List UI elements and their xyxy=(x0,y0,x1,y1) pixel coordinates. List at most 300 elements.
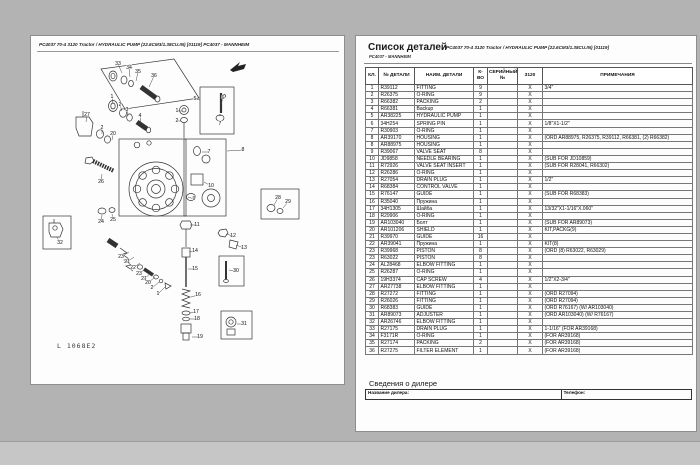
key-cell: 18 xyxy=(366,212,379,219)
part-number-cell: R35040 xyxy=(379,198,415,205)
table-row xyxy=(366,163,693,170)
table-row xyxy=(366,212,693,219)
part-name-cell: NEEDLE BEARING xyxy=(415,155,474,162)
adjuster-inset-box xyxy=(221,311,252,339)
serial-cell xyxy=(488,347,518,354)
callout-label: 33 xyxy=(115,61,121,67)
callout-label: 1 xyxy=(175,108,179,114)
serial-cell xyxy=(488,226,518,233)
remarks-cell: 1/2" xyxy=(543,177,693,184)
part-number-cell: R76147 xyxy=(379,191,415,198)
qty-cell: 1 xyxy=(474,297,488,304)
exploded-diagram xyxy=(34,56,343,381)
model-cell: X xyxy=(518,226,543,233)
qty-cell: 1 xyxy=(474,170,488,177)
remarks-cell: 1-1/16" (FOR AR39168) xyxy=(543,326,693,333)
key-cell: 20 xyxy=(366,226,379,233)
key-cell: 9 xyxy=(366,148,379,155)
key-cell: 7 xyxy=(366,127,379,134)
serial-cell xyxy=(488,148,518,155)
model-cell: X xyxy=(518,312,543,319)
serial-cell xyxy=(488,85,518,92)
model-cell: X xyxy=(518,127,543,134)
model-cell: X xyxy=(518,290,543,297)
remarks-cell: (SUB FOR R28041, R66302) xyxy=(543,163,693,170)
table-row xyxy=(366,226,693,233)
callout-label: 34 xyxy=(126,65,132,71)
qty-cell: 1 xyxy=(474,262,488,269)
key-cell: 5 xyxy=(366,113,379,120)
qty-cell: 1 xyxy=(474,226,488,233)
part-name-cell: DRAIN PLUG xyxy=(415,177,474,184)
part-number-cell: R72926 xyxy=(379,163,415,170)
table-row xyxy=(366,248,693,255)
model-cell: X xyxy=(518,99,543,106)
serial-cell xyxy=(488,297,518,304)
fittings-inset-box xyxy=(261,189,299,219)
serial-cell xyxy=(488,205,518,212)
diagram-page-header: PC4037 70-4 3120 Tractor / HYDRAULIC PUMP (22.6CM3/1.38CU.IN) [01119] PC4037 - MANNHEIM xyxy=(39,42,250,47)
table-row xyxy=(366,127,693,134)
remarks-cell: (ORD R27094) xyxy=(543,290,693,297)
part-name-cell: ADJUSTER xyxy=(415,312,474,319)
callout-label: 8 xyxy=(241,147,245,153)
key-cell: 31 xyxy=(366,312,379,319)
part-name-cell: Болт xyxy=(415,219,474,226)
serial-cell xyxy=(488,333,518,340)
table-row xyxy=(366,191,693,198)
remarks-cell xyxy=(543,198,693,205)
key-cell: 25 xyxy=(366,269,379,276)
callout-label: 11 xyxy=(194,222,200,228)
model-cell: X xyxy=(518,120,543,127)
column-header-4: СЕРИЙНЫЙ № xyxy=(488,68,518,85)
part-number-cell: R66381 xyxy=(379,106,415,113)
key-cell: 4 xyxy=(366,106,379,113)
table-row xyxy=(366,113,693,120)
table-row xyxy=(366,177,693,184)
part-number-cell: R39112 xyxy=(379,85,415,92)
model-cell: X xyxy=(518,340,543,347)
table-row xyxy=(366,120,693,127)
remarks-cell: KIT(8) xyxy=(543,241,693,248)
serial-cell xyxy=(488,120,518,127)
dealer-name-label: Название дилера: xyxy=(366,390,562,400)
part-name-cell: CONTROL VALVE xyxy=(415,184,474,191)
part-number-cell: AR39170 xyxy=(379,134,415,141)
key-cell: 26 xyxy=(366,276,379,283)
model-cell: X xyxy=(518,233,543,240)
serial-cell xyxy=(488,134,518,141)
callout-label: 1 xyxy=(156,291,160,297)
remarks-cell: 1/8"X1-1/2" xyxy=(543,120,693,127)
qty-cell: 1 xyxy=(474,184,488,191)
serial-cell xyxy=(488,312,518,319)
part-number-cell: R68383 xyxy=(379,304,415,311)
remarks-cell xyxy=(543,319,693,326)
qty-cell: 1 xyxy=(474,141,488,148)
serial-cell xyxy=(488,113,518,120)
table-row xyxy=(366,198,693,205)
qty-cell: 2 xyxy=(474,340,488,347)
part-name-cell: Backup xyxy=(415,106,474,113)
part-name-cell: PISTON xyxy=(415,248,474,255)
serial-cell xyxy=(488,319,518,326)
serial-cell xyxy=(488,99,518,106)
callout-label: 6 xyxy=(221,95,225,101)
bottom-strip xyxy=(0,441,700,465)
table-row xyxy=(366,219,693,226)
key-cell: 12 xyxy=(366,170,379,177)
part-name-cell: ELBOW FITTING xyxy=(415,283,474,290)
table-row xyxy=(366,148,693,155)
serial-cell xyxy=(488,241,518,248)
part-number-cell: AL28468 xyxy=(379,262,415,269)
callout-label: 31 xyxy=(241,321,247,327)
remarks-cell xyxy=(543,255,693,262)
remarks-cell: (FOR AR39168) xyxy=(543,333,693,340)
column-header-1: № ДЕТАЛИ xyxy=(379,68,415,85)
part-name-cell: FITTING xyxy=(415,297,474,304)
model-cell: X xyxy=(518,155,543,162)
serial-cell xyxy=(488,290,518,297)
remarks-cell xyxy=(543,283,693,290)
remarks-cell: 13/32"X1-1/16"X.060" xyxy=(543,205,693,212)
part-name-cell: FITTING xyxy=(415,85,474,92)
key-cell: 17 xyxy=(366,205,379,212)
qty-cell: 1 xyxy=(474,113,488,120)
part-name-cell: PISTON xyxy=(415,255,474,262)
serial-cell xyxy=(488,92,518,99)
serial-cell xyxy=(488,163,518,170)
model-cell: X xyxy=(518,212,543,219)
serial-cell xyxy=(488,262,518,269)
table-header-row xyxy=(366,68,693,85)
serial-cell xyxy=(488,155,518,162)
model-cell: X xyxy=(518,177,543,184)
column-header-0: КЛ. xyxy=(366,68,379,85)
part-name-cell: SHIELD xyxy=(415,226,474,233)
remarks-cell xyxy=(543,233,693,240)
part-name-cell: VALVE SEAT INSERT xyxy=(415,163,474,170)
callout-label: 23 xyxy=(136,271,142,277)
qty-cell: 9 xyxy=(474,92,488,99)
parts-table xyxy=(365,67,693,355)
qty-cell: 1 xyxy=(474,127,488,134)
qty-cell: 8 xyxy=(474,148,488,155)
remarks-cell xyxy=(543,262,693,269)
title-rule xyxy=(364,63,692,64)
part-number-cell: R26026 xyxy=(379,297,415,304)
part-number-cell: AR103040 xyxy=(379,219,415,226)
serial-cell xyxy=(488,269,518,276)
callout-label: 5 xyxy=(193,96,197,102)
key-cell: 22 xyxy=(366,241,379,248)
serial-cell xyxy=(488,248,518,255)
callout-label: 21 xyxy=(141,276,147,282)
column-header-2: НАИМ. ДЕТАЛИ xyxy=(415,68,474,85)
remarks-cell xyxy=(543,148,693,155)
part-number-cell: R30903 xyxy=(379,127,415,134)
model-cell: X xyxy=(518,304,543,311)
key-cell: 19 xyxy=(366,219,379,226)
qty-cell: 1 xyxy=(474,205,488,212)
remarks-cell: (SUB FOR R68383) xyxy=(543,191,693,198)
part-number-cell: R27272 xyxy=(379,290,415,297)
serial-cell xyxy=(488,141,518,148)
part-number-cell: 34H254 xyxy=(379,120,415,127)
table-row xyxy=(366,347,693,354)
part-name-cell: FILTER ELEMENT xyxy=(415,347,474,354)
key-cell: 27 xyxy=(366,283,379,290)
callout-label: 7 xyxy=(218,121,222,127)
serial-cell xyxy=(488,170,518,177)
column-header-5: 3120 xyxy=(518,68,543,85)
callout-label: 26 xyxy=(98,179,104,185)
part-number-cell: R27175 xyxy=(379,326,415,333)
key-cell: 32 xyxy=(366,319,379,326)
part-name-cell: Пружина xyxy=(415,241,474,248)
model-cell: X xyxy=(518,163,543,170)
remarks-cell: (ORD AR103040) (W/ R76167) xyxy=(543,312,693,319)
qty-cell: 8 xyxy=(474,248,488,255)
qty-cell: 4 xyxy=(474,276,488,283)
model-cell: X xyxy=(518,92,543,99)
table-row xyxy=(366,233,693,240)
table-row xyxy=(366,312,693,319)
table-row xyxy=(366,155,693,162)
callout-label: 23 xyxy=(118,254,124,260)
qty-cell: 1 xyxy=(474,134,488,141)
part-number-cell: 19H3374 xyxy=(379,276,415,283)
part-name-cell: PACKING xyxy=(415,340,474,347)
catalog-header-note: PC4037 70-4 3120 Tractor / HYDRAULIC PUMP (22.6CM3/1.38CU.IN) [01119] xyxy=(446,45,609,50)
part-number-cell: R39067 xyxy=(379,148,415,155)
callout-label: 14 xyxy=(192,248,198,254)
part-number-cell: JD9858 xyxy=(379,155,415,162)
qty-cell: 1 xyxy=(474,269,488,276)
callout-label: 2 xyxy=(100,125,104,131)
qty-cell: 1 xyxy=(474,326,488,333)
part-name-cell: ELBOW FITTING xyxy=(415,319,474,326)
part-name-cell: CAP SCREW xyxy=(415,276,474,283)
qty-cell: 1 xyxy=(474,163,488,170)
remarks-cell: (ORD R27094) xyxy=(543,297,693,304)
model-cell: X xyxy=(518,276,543,283)
part-name-cell: ELBOW FITTING xyxy=(415,262,474,269)
model-cell: X xyxy=(518,262,543,269)
part-number-cell: R26286 xyxy=(379,170,415,177)
part-number-cell: R26375 xyxy=(379,92,415,99)
part-number-cell: R27174 xyxy=(379,340,415,347)
key-cell: 16 xyxy=(366,198,379,205)
key-cell: 33 xyxy=(366,326,379,333)
part-name-cell: Шайба xyxy=(415,205,474,212)
model-cell: X xyxy=(518,255,543,262)
part-number-cell: AR88975 xyxy=(379,141,415,148)
callout-label: 4 xyxy=(138,113,142,119)
table-row xyxy=(366,269,693,276)
table-row xyxy=(366,205,693,212)
part-number-cell: R27275 xyxy=(379,347,415,354)
qty-cell: 1 xyxy=(474,241,488,248)
part-name-cell: PACKING xyxy=(415,99,474,106)
callout-label: 7 xyxy=(207,149,211,155)
model-cell: X xyxy=(518,113,543,120)
part-number-cell: F3171R xyxy=(379,333,415,340)
remarks-cell: (ORD (8) R63022, R63029) xyxy=(543,248,693,255)
callout-label: 22 xyxy=(130,265,136,271)
model-cell: X xyxy=(518,283,543,290)
key-cell: 15 xyxy=(366,191,379,198)
key-cell: 1 xyxy=(366,85,379,92)
part-number-cell: R66382 xyxy=(379,99,415,106)
table-row xyxy=(366,255,693,262)
part-name-cell: HYDRAULIC PUMP xyxy=(415,113,474,120)
serial-cell xyxy=(488,340,518,347)
serial-cell xyxy=(488,127,518,134)
qty-cell: 1 xyxy=(474,347,488,354)
serial-cell xyxy=(488,191,518,198)
spring-pin-inset-box xyxy=(200,87,234,134)
serial-cell xyxy=(488,106,518,113)
serial-cell xyxy=(488,184,518,191)
diagram-page xyxy=(30,35,345,385)
callout-label: 35 xyxy=(135,69,141,75)
table-row xyxy=(366,290,693,297)
serial-cell xyxy=(488,198,518,205)
remarks-cell xyxy=(543,106,693,113)
dealer-info-table xyxy=(365,389,692,400)
model-cell: X xyxy=(518,326,543,333)
qty-cell: 1 xyxy=(474,198,488,205)
part-name-cell: GUIDE xyxy=(415,191,474,198)
dealer-phone-label: Телефон: xyxy=(561,390,691,400)
table-row xyxy=(366,262,693,269)
key-cell: 3 xyxy=(366,99,379,106)
serial-cell xyxy=(488,283,518,290)
key-cell: 30 xyxy=(366,304,379,311)
qty-cell: 16 xyxy=(474,233,488,240)
part-name-cell: HOUSING xyxy=(415,141,474,148)
key-cell: 29 xyxy=(366,297,379,304)
callout-label: 10 xyxy=(208,183,214,189)
qty-cell: 8 xyxy=(474,255,488,262)
qty-cell: 2 xyxy=(474,99,488,106)
dealer-info-row xyxy=(366,390,692,400)
callout-label: 29 xyxy=(285,199,291,205)
parts-list-page xyxy=(355,35,697,432)
remarks-cell xyxy=(543,127,693,134)
key-cell: 10 xyxy=(366,155,379,162)
part-name-cell: Пружина xyxy=(415,198,474,205)
part-name-cell: O-RING xyxy=(415,269,474,276)
part-number-cell: AR101206 xyxy=(379,226,415,233)
remarks-cell: (SUB FOR AR89073) xyxy=(543,219,693,226)
part-name-cell: VALVE SEAT xyxy=(415,148,474,155)
model-cell: X xyxy=(518,297,543,304)
key-cell: 14 xyxy=(366,184,379,191)
table-row xyxy=(366,241,693,248)
part-number-cell: R27054 xyxy=(379,177,415,184)
model-cell: X xyxy=(518,347,543,354)
callout-label: 25 xyxy=(110,217,116,223)
header-rule xyxy=(37,51,339,52)
part-number-cell: AR89073 xyxy=(379,312,415,319)
part-number-cell: R63022 xyxy=(379,255,415,262)
serial-cell xyxy=(488,304,518,311)
key-cell: 8 xyxy=(366,134,379,141)
callout-label: 2 xyxy=(118,102,122,108)
model-cell: X xyxy=(518,319,543,326)
table-row xyxy=(366,319,693,326)
model-cell: X xyxy=(518,184,543,191)
callout-label: 13 xyxy=(241,245,247,251)
qty-cell: 1 xyxy=(474,155,488,162)
serial-cell xyxy=(488,276,518,283)
remarks-cell xyxy=(543,212,693,219)
part-name-cell: O-RING xyxy=(415,170,474,177)
callout-label: 1 xyxy=(110,94,114,100)
model-cell: X xyxy=(518,148,543,155)
table-row xyxy=(366,333,693,340)
callout-label: 15 xyxy=(192,266,198,272)
remarks-cell: 1/2"X2-3/4" xyxy=(543,276,693,283)
direction-arrow-icon xyxy=(230,62,246,72)
part-number-cell: R68384 xyxy=(379,184,415,191)
qty-cell: 1 xyxy=(474,319,488,326)
page-title: Список деталей xyxy=(368,42,448,53)
key-cell: 6 xyxy=(366,120,379,127)
qty-cell: 1 xyxy=(474,312,488,319)
callout-label: 16 xyxy=(195,292,201,298)
remarks-cell xyxy=(543,269,693,276)
serial-cell xyxy=(488,219,518,226)
model-cell: X xyxy=(518,106,543,113)
table-row xyxy=(366,326,693,333)
key-cell: 2 xyxy=(366,92,379,99)
table-row xyxy=(366,184,693,191)
part-number-cell: AR27738 xyxy=(379,283,415,290)
serial-cell xyxy=(488,212,518,219)
callout-label: 9 xyxy=(192,196,196,202)
key-cell: 35 xyxy=(366,340,379,347)
callout-label: 24 xyxy=(98,219,104,225)
model-cell: X xyxy=(518,248,543,255)
table-row xyxy=(366,141,693,148)
column-header-6: ПРИМЕЧАНИЯ xyxy=(543,68,693,85)
qty-cell: 1 xyxy=(474,212,488,219)
model-cell: X xyxy=(518,241,543,248)
callout-label: 32 xyxy=(57,240,63,246)
remarks-cell xyxy=(543,141,693,148)
guide-inset-box xyxy=(219,256,244,286)
serial-cell xyxy=(488,326,518,333)
callout-label: 2 xyxy=(150,285,154,291)
part-name-cell: GUIDE xyxy=(415,304,474,311)
print-stamp: L 1068E2 xyxy=(57,342,97,350)
callout-label: 12 xyxy=(230,233,236,239)
table-row xyxy=(366,106,693,113)
model-cell: X xyxy=(518,85,543,92)
part-name-cell: SPRING PIN xyxy=(415,120,474,127)
remarks-cell xyxy=(543,113,693,120)
key-cell: 34 xyxy=(366,333,379,340)
table-row xyxy=(366,85,693,92)
part-number-cell: AR39041 xyxy=(379,241,415,248)
remarks-cell: (FOR AR39168) xyxy=(543,340,693,347)
qty-cell: 1 xyxy=(474,177,488,184)
